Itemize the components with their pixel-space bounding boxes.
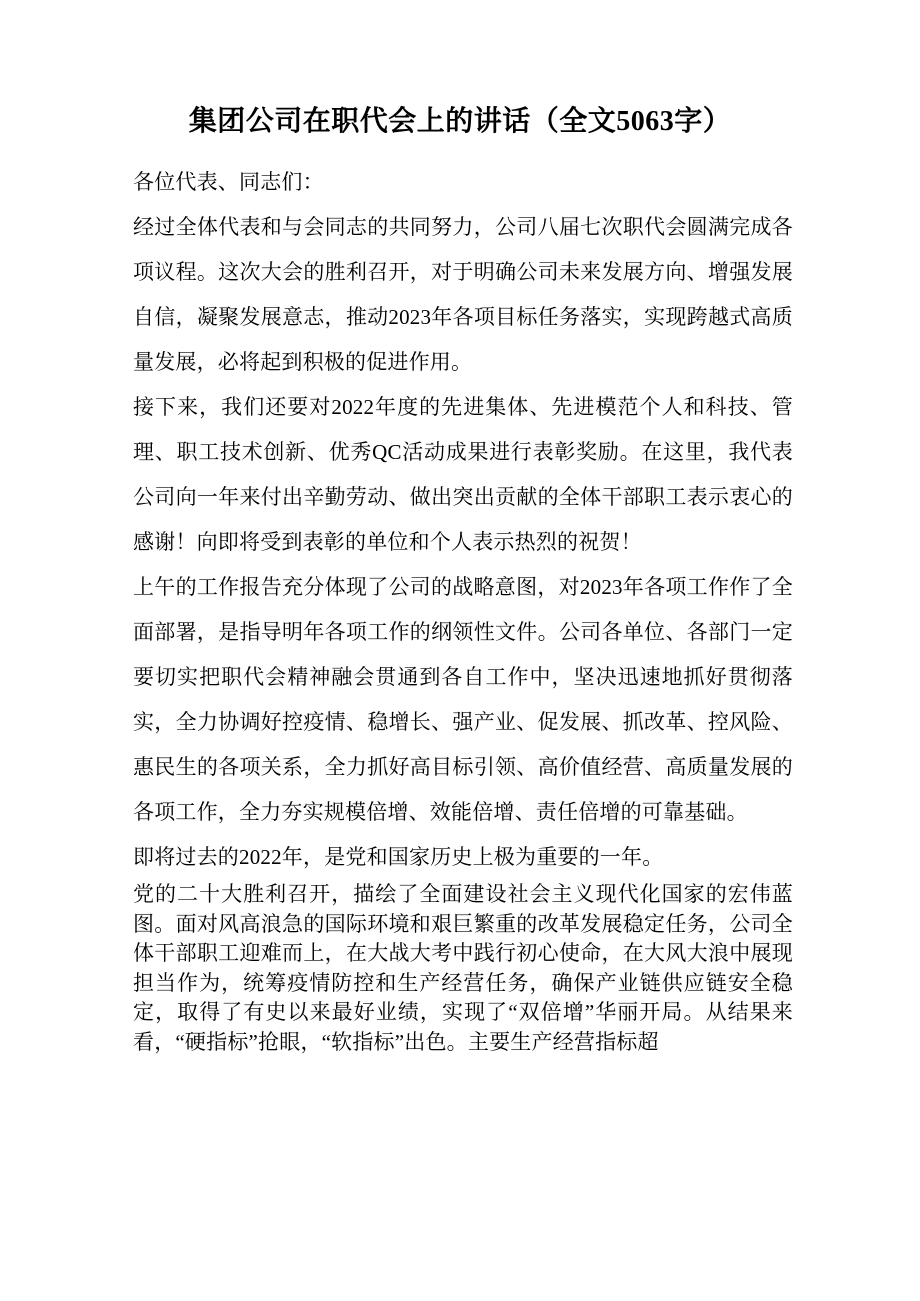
paragraph-5: 党的二十大胜利召开，描绘了全面建设社会主义现代化国家的宏伟蓝图。面对风高浪急的国际环境和艰巨繁重的改革发展稳定任务，公司全体干部职工迎难而上，在大战大考中践行初心使命，在大风大浪中展现担当作为，统筹疫情防控和生产经营任务，确保产业链供应链安全稳定，取得了有史以来最好业绩，实现了“双倍增”华丽开局。从结果来看，“硬指标”抢眼，“软指标”出色。主要生产经营指标超 (133, 882, 793, 1054)
paragraph-4: 即将过去的2022年，是党和国家历史上极为重要的一年。 (133, 845, 664, 869)
page-title: 集团公司在职代会上的讲话（全文5063字） (188, 106, 732, 137)
paragraph-2: 接下来，我们还要对2022年度的先进集体、先进模范个人和科技、管理、职工技术创新、优秀QC活动成果进行表彰奖励。在这里，我代表公司向一年来付出辛勤劳动、做出突出贡献的全体干部职工表示衷心的感谢！向即将受到表彰的单位和个人表示热烈的祝贺！ (133, 395, 793, 554)
paragraph-1: 经过全体代表和与会同志的共同努力，公司八届七次职代会圆满完成各项议程。这次大会的胜利召开，对于明确公司未来发展方向、增强发展自信，凝聚发展意志，推动2023年各项目标任务落实，实现跨越式高质量发展，必将起到积极的促进作用。 (133, 215, 793, 374)
paragraph-salutation: 各位代表、同志们： (133, 170, 324, 194)
document-body (133, 160, 793, 1057)
paragraph-3: 上午的工作报告充分体现了公司的战略意图，对2023年各项工作作了全面部署，是指导明年各项工作的纲领性文件。公司各单位、各部门一定要切实把职代会精神融会贯通到各自工作中，坚决迅速地抓好贯彻落实，全力协调好控疫情、稳增长、强产业、促发展、抓改革、控风险、惠民生的各项关系，全力抓好高目标引领、高价值经营、高质量发展的各项工作，全力夯实规模倍增、效能倍增、责任倍增的可靠基础。 (133, 575, 793, 824)
